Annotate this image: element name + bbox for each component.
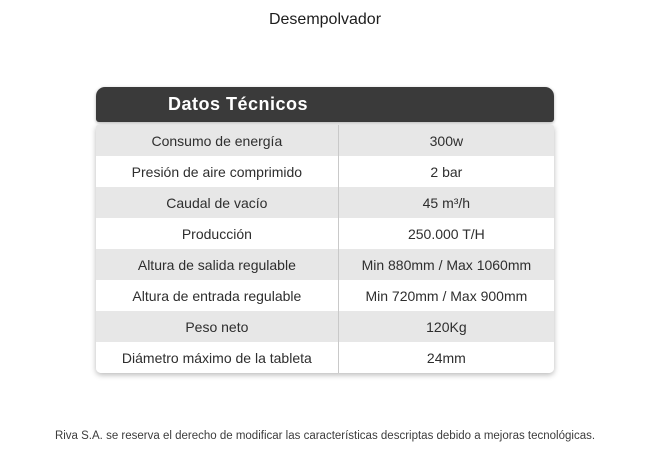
row-value: 24mm	[426, 349, 466, 366]
table-rows	[96, 125, 554, 373]
row-value: 300w	[429, 132, 464, 149]
row-label: Consumo de energía	[96, 125, 339, 156]
table-row	[96, 125, 554, 156]
table-header-title: Datos Técnicos	[167, 94, 308, 114]
row-value: Min 880mm / Max 1060mm	[361, 256, 532, 273]
row-value: Min 720mm / Max 900mm	[365, 287, 528, 304]
table-row	[96, 218, 554, 249]
row-label: Diámetro máximo de la tableta	[96, 342, 339, 373]
row-value: 2 bar	[430, 163, 463, 180]
table-row	[96, 342, 554, 373]
table-row	[96, 156, 554, 187]
table-header	[96, 87, 554, 122]
table-row	[96, 187, 554, 218]
table-row	[96, 280, 554, 311]
row-label: Peso neto	[96, 311, 339, 342]
technical-data-table	[96, 87, 554, 373]
row-value: 45 m³/h	[422, 194, 471, 211]
row-label: Producción	[96, 218, 339, 249]
disclaimer-text: Riva S.A. se reserva el derecho de modificar las características descriptas debido a mejoras tecnológicas.	[54, 430, 596, 442]
row-label: Altura de entrada regulable	[96, 280, 339, 311]
table-row	[96, 249, 554, 280]
page-title: Desempolvador	[268, 11, 382, 28]
row-label: Altura de salida regulable	[96, 249, 339, 280]
row-value: 120Kg	[426, 318, 467, 335]
row-label: Caudal de vacío	[96, 187, 339, 218]
row-label: Presión de aire comprimido	[96, 156, 339, 187]
table-row	[96, 311, 554, 342]
row-value: 250.000 T/H	[407, 225, 485, 242]
